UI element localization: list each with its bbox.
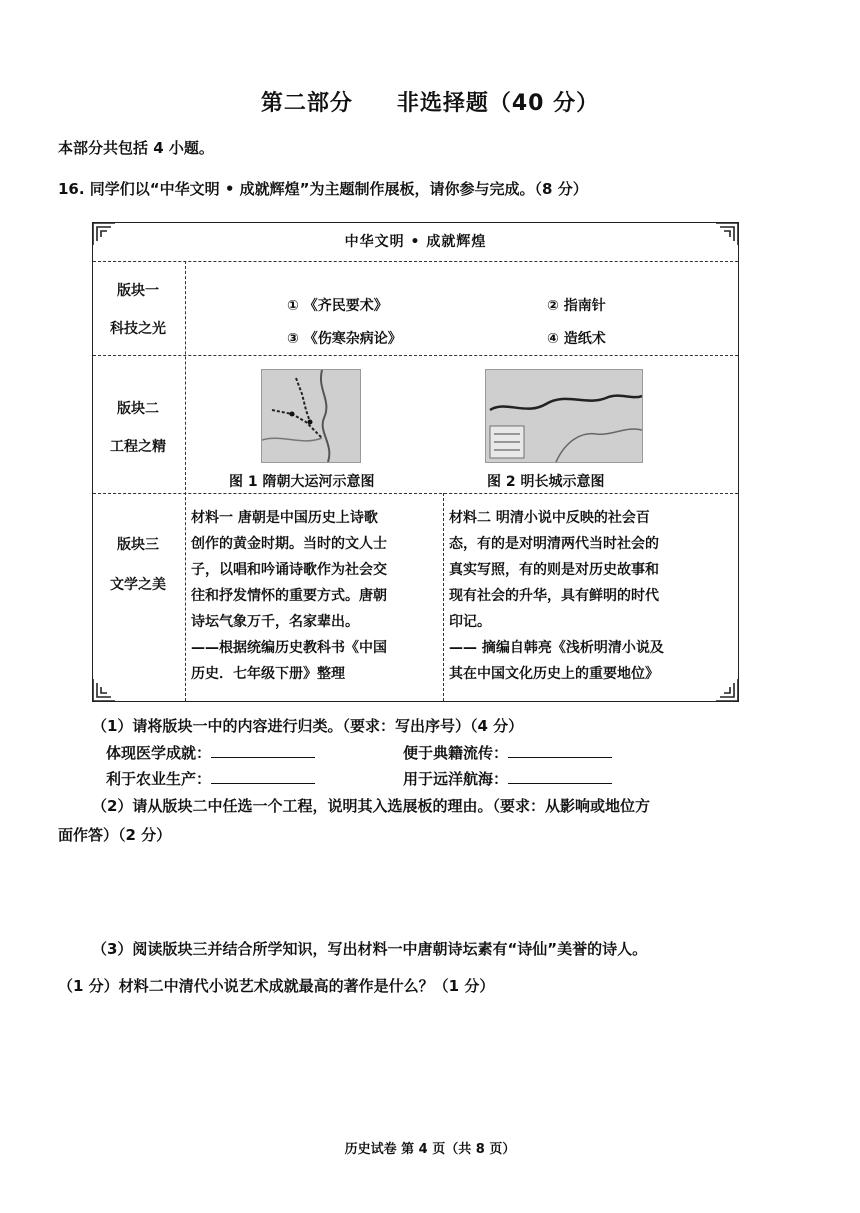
material-two — [449, 505, 734, 687]
block1-item: ④ 造纸术 — [547, 331, 606, 347]
block1-name: 版块一 — [117, 283, 159, 299]
answer-blank[interactable] — [508, 743, 612, 758]
q2-stem-line2: 面作答）（2 分） — [58, 826, 172, 844]
material-two-line: 态，有的是对明清两代当时社会的 — [449, 536, 659, 552]
block3-name: 版块三 — [117, 537, 159, 553]
q1-stem: （1）请将版块一中的内容进行归类。（要求：写出序号）（4 分） — [92, 717, 524, 735]
material-one — [191, 505, 441, 687]
q3-stem-line2: （1 分）材料二中清代小说艺术成就最高的著作是什么？（1 分） — [58, 977, 495, 995]
section-title: 非选择题（40 分） — [396, 91, 600, 116]
page-footer: 历史试卷 第 4 页（共 8 页） — [344, 1142, 516, 1157]
material-one-line: 历史．七年级下册》整理 — [191, 666, 345, 682]
block2-theme: 工程之精 — [110, 439, 166, 455]
row-divider — [93, 355, 738, 356]
q1-classics-label: 便于典籍流传： — [403, 744, 509, 762]
material-two-line: —— 摘编自韩亮《浅析明清小说及 — [449, 640, 664, 656]
answer-blank[interactable] — [211, 743, 315, 758]
question-16-stem: 16. 同学们以“中华文明 • 成就辉煌”为主题制作展板，请你参与完成。（8 分） — [58, 180, 588, 198]
figure2-caption: 图 2 明长城示意图 — [487, 474, 605, 490]
material-two-line: 其在中国文化历史上的重要地位》 — [449, 666, 659, 682]
block3-theme: 文学之美 — [110, 577, 166, 593]
q1-classics-row — [403, 742, 612, 763]
block1-item: ③ 《伤寒杂病论》 — [287, 331, 402, 347]
page-title — [0, 86, 860, 117]
block1-theme: 科技之光 — [110, 321, 166, 337]
material-one-line: 材料一 唐朝是中国历史上诗歌 — [191, 510, 378, 526]
material-two-line: 现有社会的升华，具有鲜明的时代 — [449, 588, 659, 604]
grand-canal-map — [261, 369, 361, 463]
material-one-line: ——根据统编历史教科书《中国 — [191, 640, 387, 656]
q2-stem-line1: （2）请从版块二中任选一个工程，说明其入选展板的理由。（要求：从影响或地位方 — [92, 797, 650, 815]
q1-medical-label: 体现医学成就： — [106, 744, 212, 762]
material-two-line: 真实写照，有的则是对历史故事和 — [449, 562, 659, 578]
panel-header: 中华文明 • 成就辉煌 — [93, 223, 738, 262]
great-wall-map — [485, 369, 643, 463]
material-two-line: 材料二 明清小说中反映的社会百 — [449, 510, 650, 526]
block2-name: 版块二 — [117, 401, 159, 417]
answer-blank[interactable] — [211, 769, 315, 784]
q1-navigation-label: 用于远洋航海： — [403, 770, 509, 788]
q1-agriculture-row — [106, 768, 315, 789]
q1-medical-row — [106, 742, 315, 763]
material-one-line: 往和抒发情怀的重要方式。唐朝 — [191, 588, 387, 604]
material-divider — [443, 493, 444, 701]
figure1-caption: 图 1 隋朝大运河示意图 — [229, 474, 375, 490]
material-two-line: 印记。 — [449, 614, 491, 630]
material-one-line: 创作的黄金时期。当时的文人士 — [191, 536, 387, 552]
exhibition-panel — [92, 222, 739, 702]
corner-ornament-icon — [91, 677, 117, 703]
q1-navigation-row — [403, 768, 612, 789]
column-divider — [185, 261, 186, 701]
row-divider — [93, 493, 738, 494]
block1-item: ② 指南针 — [547, 298, 606, 314]
block1-item: ① 《齐民要术》 — [287, 298, 388, 314]
q1-agriculture-label: 利于农业生产： — [106, 770, 212, 788]
answer-blank[interactable] — [508, 769, 612, 784]
material-one-line: 诗坛气象万千，名家辈出。 — [191, 614, 359, 630]
q3-stem-line1: （3）阅读版块三并结合所学知识，写出材料一中唐朝诗坛素有“诗仙”美誉的诗人。 — [92, 940, 648, 958]
material-one-line: 子，以唱和吟诵诗歌作为社会交 — [191, 562, 387, 578]
section-intro: 本部分共包括 4 小题。 — [58, 139, 214, 157]
part-title: 第二部分 — [260, 91, 353, 116]
